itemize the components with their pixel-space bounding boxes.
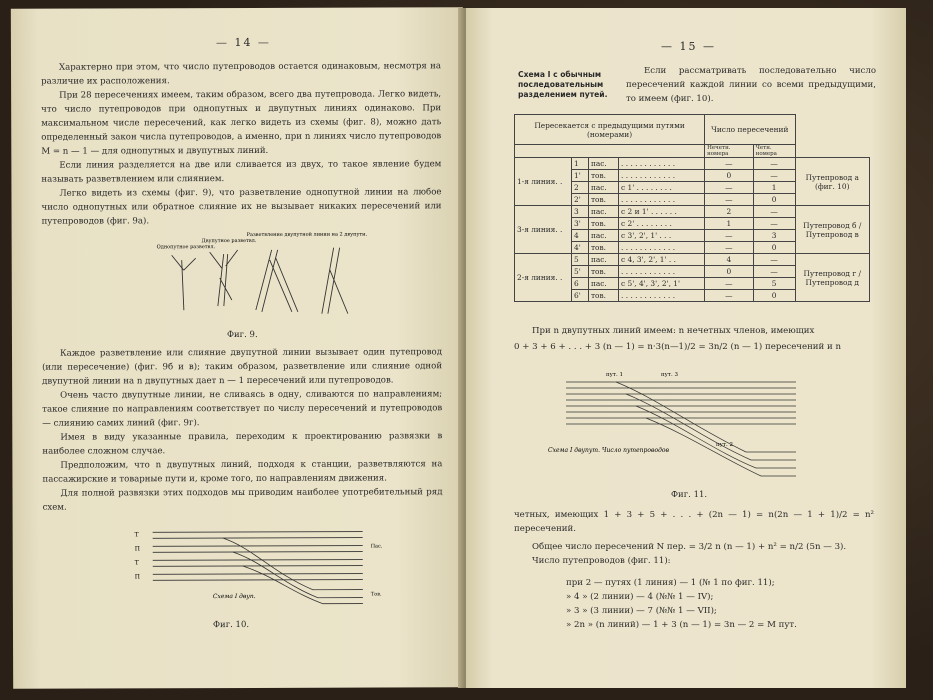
count-list: [566, 576, 886, 632]
list-item: » 2n » (n линий) — 1 + 3 (n — 1) = 3n — 2 = M пут.: [566, 620, 797, 630]
figure-caption: Фиг. 9.: [226, 329, 258, 341]
paragraph: При 28 пересечениях имеем, таким образом, всего два путепровода. Легко видеть, что число путепроводов при однопутных и двупутных линиях одинаково. При максимальном числе пересечений, как легко видеть из схемы (фиг. 8), можно дать определенный закон числа путепроводов, а именно, при n линиях число путепроводов M = n — 1 — для однопутных и двупутных линий.: [41, 89, 442, 157]
table-header: Четн. номера: [753, 145, 795, 158]
table-cell: —: [705, 290, 754, 302]
fig10-diagram: [133, 517, 403, 613]
table-cell: пас.: [588, 278, 618, 290]
list-item: » 3 » (3 линии) — 7 (№№ 1 — VII);: [566, 606, 717, 616]
table-cell: с 2' . . . . . . . .: [619, 218, 705, 230]
text-block: [514, 324, 874, 354]
table-cell: с 4, 3', 2', 1' . .: [619, 254, 705, 266]
table-cell: 2: [705, 206, 754, 218]
fig11-diagram: [546, 368, 826, 486]
table-header: Пересекается с предыдущими путями (номерами): [515, 115, 705, 145]
table-cell: с 2 и 1' . . . . . .: [619, 206, 705, 218]
left-page: [11, 7, 465, 689]
table-cell: пас.: [588, 230, 618, 242]
table-cell: тов.: [588, 290, 618, 302]
table-cell: 1': [572, 170, 589, 182]
table-cell: 3': [572, 218, 589, 230]
paragraph: Имея в виду указанные правила, переходим к проектированию развязки в наиболее сложном случае.: [42, 431, 443, 457]
paragraph: Характерно при этом, что число путепроводов остается одинаковым, несмотря на различие их расположения.: [41, 61, 442, 87]
result-cell: Путепровод г / Путепровод д: [795, 254, 870, 302]
paragraph: Каждое разветвление или слияние двупутной линии вызывает один путепровод (или пересечение) (фиг. 9б и в); таким образом, разветвление или слияние одной двупутной линии на n двупутных дает n — 1 пересечений или путепроводов.: [42, 347, 443, 387]
table-cell: 0: [705, 170, 754, 182]
fig11-label: пут. 2: [716, 442, 733, 448]
table-cell: —: [753, 158, 795, 170]
paragraph: Общее число пересечений N пер. = 3/2 n (n — 1) + n² = n/2 (5n — 3).: [532, 542, 847, 552]
table-cell: 2': [572, 194, 589, 206]
table-cell: тов.: [588, 242, 618, 254]
table-cell: 6: [572, 278, 589, 290]
text-block: [514, 508, 874, 568]
formula: 0 + 3 + 6 + . . . + 3 (n — 1) = n·3(n—1)/2 = 3n/2 (n — 1) пересечений и n: [514, 342, 841, 352]
table-row: [515, 254, 870, 266]
fig10-side: Пас.: [370, 543, 383, 550]
fig10-inline: Схема I двуп.: [212, 592, 256, 601]
table-cell: . . . . . . . . . . . .: [619, 194, 705, 206]
table-cell: —: [705, 182, 754, 194]
table-cell: —: [753, 206, 795, 218]
paragraph: Для полной развязки этих подходов мы приводим наиболее употребительный ряд схем.: [42, 487, 443, 513]
table-cell: —: [753, 218, 795, 230]
list-item: » 4 » (2 линии) — 4 (№№ 1 — IV);: [566, 592, 714, 602]
page-number: — 15 —: [661, 40, 716, 53]
table-cell: 5: [753, 278, 795, 290]
table-row: [515, 158, 870, 170]
fig10-label: Т: [134, 531, 139, 539]
fig11-inline: Схема I двупут. Число путепроводов: [548, 447, 670, 454]
list-item: при 2 — путях (1 линия) — 1 (№ 1 по фиг. 11);: [566, 578, 775, 588]
figure-caption: Фиг. 11.: [671, 490, 708, 500]
fig10-label: Т: [134, 559, 139, 567]
table-cell: 1: [705, 218, 754, 230]
line-cell: 3-я линия. .: [515, 206, 572, 254]
table-cell: пас.: [588, 158, 618, 170]
fig10-label: П: [134, 545, 140, 553]
table-cell: . . . . . . . . . . . .: [619, 290, 705, 302]
table-cell: 0: [753, 242, 795, 254]
table-cell: тов.: [588, 218, 618, 230]
table-cell: 0: [753, 194, 795, 206]
fig9-diagram: [152, 230, 372, 323]
table-cell: . . . . . . . . . . . .: [619, 266, 705, 278]
table-cell: —: [705, 194, 754, 206]
page-number: — 14 —: [215, 35, 271, 50]
table-cell: тов.: [588, 194, 618, 206]
table-cell: 4': [572, 242, 589, 254]
fig10-label: П: [134, 573, 141, 581]
intro-text: [626, 64, 876, 106]
table-row: [515, 206, 870, 218]
table-cell: —: [753, 170, 795, 182]
table-cell: с 3', 2', 1' . . .: [619, 230, 705, 242]
line-cell: 2-я линия. .: [515, 254, 572, 302]
figure-caption: Фиг. 10.: [212, 619, 250, 631]
result-cell: Путепровод б / Путепровод в: [795, 206, 870, 254]
table-cell: пас.: [588, 182, 618, 194]
table-cell: —: [705, 230, 754, 242]
table-cell: —: [705, 158, 754, 170]
paragraph: Очень часто двупутные линии, не сливаясь в одну, сливаются по направлениям; такое слияние по направлениям соответствует по числу пересечений и путепроводов — слиянию самих линий (фиг. 9г).: [42, 389, 443, 429]
paragraph: Если линия разделяется на две или сливается из двух, то такое явление будем называть разветвлением или слиянием.: [41, 159, 442, 185]
table-cell: 1: [753, 182, 795, 194]
table-cell: 6': [572, 290, 589, 302]
table-cell: . . . . . . . . . . . .: [619, 170, 705, 182]
paragraph: Если рассматривать последовательно число пересечений каждой линии со всеми предыдущими, то имеем (фиг. 10).: [626, 66, 876, 104]
fig9-label: Двупутное разветвл.: [201, 237, 257, 245]
result-cell: Путепровод а (фиг. 10): [795, 158, 870, 206]
table-cell: с 1' . . . . . . . .: [619, 182, 705, 194]
table-cell: . . . . . . . . . . . .: [619, 158, 705, 170]
paragraph: четных, имеющих 1 + 3 + 5 + . . . + (2n — 1) = n(2n — 1 + 1)/2 = n² пересечений.: [514, 510, 874, 534]
scheme-title: Схема I с обычным последовательным разделением путей.: [518, 70, 608, 99]
table-cell: 3: [572, 206, 589, 218]
table-cell: пас.: [588, 254, 618, 266]
table-cell: 0: [705, 266, 754, 278]
table-cell: 1: [572, 158, 589, 170]
fig10-side: Тов.: [370, 591, 382, 598]
table-cell: —: [753, 254, 795, 266]
fig11-label: пут. 1: [606, 372, 623, 378]
fig11-label: пут. 3: [661, 372, 678, 378]
table-cell: —: [753, 266, 795, 278]
table-cell: пас.: [588, 206, 618, 218]
scheme-table: [514, 114, 870, 302]
table-cell: тов.: [588, 266, 618, 278]
table-cell: 4: [705, 254, 754, 266]
table-cell: 2: [572, 182, 589, 194]
table-header: Число пересечений: [705, 115, 795, 145]
fig9-label: Разветвление двупутной линии на 2 двупутн.: [246, 231, 368, 238]
text-block: [41, 59, 442, 228]
paragraph: Число путепроводов (фиг. 11):: [532, 556, 671, 566]
table-cell: —: [705, 278, 754, 290]
table-cell: . . . . . . . . . . . .: [619, 242, 705, 254]
text-block: [42, 345, 443, 514]
fig9-label: Однопутное разветвл.: [156, 244, 216, 251]
table-cell: 4: [572, 230, 589, 242]
table-header: Нечетн. номера: [705, 145, 754, 158]
line-cell: 1-я линия. .: [515, 158, 572, 206]
table-cell: с 5', 4', 3', 2', 1': [619, 278, 705, 290]
table-cell: 3: [753, 230, 795, 242]
table-cell: тов.: [588, 170, 618, 182]
paragraph: При n двупутных линий имеем: n нечетных членов, имеющих: [532, 326, 815, 336]
table-cell: 5': [572, 266, 589, 278]
table-cell: 0: [753, 290, 795, 302]
paragraph: Легко видеть из схемы (фиг. 9), что разветвление однопутной линии на любое число однопутных или обратное слияние их не вызывает никаких пересечений или путепроводов (фиг. 9a).: [41, 187, 442, 227]
table-cell: 5: [572, 254, 589, 266]
right-page: [466, 8, 906, 688]
paragraph: Предположим, что n двупутных линий, подходя к станции, разветвляются на пассажирские и товарные пути и, кроме того, по направлениям движения.: [42, 459, 443, 485]
table-cell: —: [705, 242, 754, 254]
